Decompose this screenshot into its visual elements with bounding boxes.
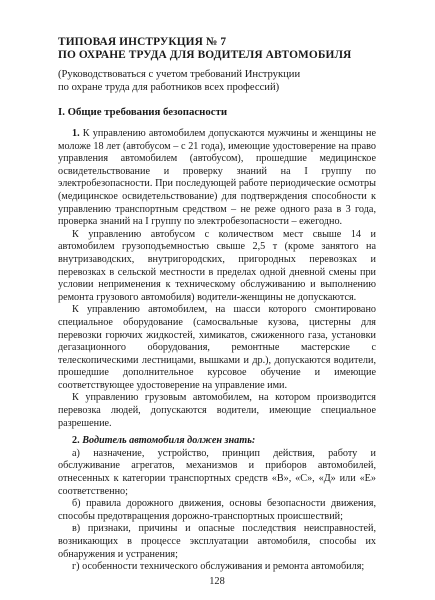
paragraph-bus-restriction: К управлению автобусом с количеством мест свыше 14 и автомобилем грузоподъемностью свыше 2,5 т (кроме занятого на внутризаводских, внутригородских, пригородных перевозках и перевозках в сельской местности в пределах одной дневной смены при условии неприменения к техническому обслуживанию и выполнению ремонта грузового автомобиля) водители-женщины не допускаются. [58,228,376,303]
paragraph-special-equipment: К управлению автомобилем, на шасси которого смонтировано специальное оборудование (самосвальные кузова, цистерны для перевозки горючих жидкостей, химикатов, сжиженного газа, установки дегазационного оборудования, ремонтные мастерские с телескопическими лестницами, вышками и др.), допускаются водители, прошедшие дополнительное курсовое обучение и имеющие соответствующее удостоверение на управление ими. [58,304,376,391]
item-1-paragraph [58,128,376,229]
page-number: 128 [209,576,225,587]
paragraph-passenger-transport: К управлению грузовым автомобилем, на котором производится перевозка людей, допускаются водители, имеющие специальное разрешение. [58,392,376,429]
item-2-number: 2. [72,435,80,447]
subtitle-line-1: (Руководствоваться с учетом требований Инструкции [58,69,301,80]
document-title-line-1: ТИПОВАЯ ИНСТРУКЦИЯ № 7 [58,36,227,48]
item-1-text: К управлению автомобилем допускаются мужчины и женщины не моложе 18 лет (автобусом – с 21 года), имеющие удостоверение на право управления автомобилем (автобусом), прошедшие медицинское освидетельствование и проверку знаний на I группу по электробезопасности. При последующей работе периодические осмотры (медицинское освидетельствование) для подтверждения способности к управлению транспортным средством – не реже одного раза в 3 года, проверка знаний на I группу по электробезопасности – ежегодно. [58,128,377,228]
list-item-a: а) назначение, устройство, принцип действия, работу и обслуживание агрегатов, механизмов и приборов автомобилей, отнесенных к категории транспортных средств «В», «С», «Д» или «Е» соответственно; [58,447,376,497]
section-heading-general-requirements: I. Общие требования безопасности [58,106,228,118]
list-item-c: в) признаки, причины и опасные последствия неисправностей, возникающих в процессе эксплуатации автомобиля, способы их обнаружения и устранения; [58,523,376,560]
document-body [58,128,376,574]
subtitle-line-2: по охране труда для работников всех профессий) [58,82,280,93]
document-subtitle [58,68,376,94]
item-2-heading: Водитель автомобиля должен знать: [82,435,256,447]
item-2-paragraph [58,435,376,448]
list-item-d: г) особенности технического обслуживания и ремонта автомобиля; [72,561,365,573]
document-title-line-2: ПО ОХРАНЕ ТРУДА ДЛЯ ВОДИТЕЛЯ АВТОМОБИЛЯ [58,49,352,61]
item-1-number: 1. [72,128,80,139]
list-item-b: б) правила дорожного движения, основы безопасности движения, способы предотвращения дорожно-транспортных происшествий; [58,498,376,522]
document-page [58,36,376,586]
